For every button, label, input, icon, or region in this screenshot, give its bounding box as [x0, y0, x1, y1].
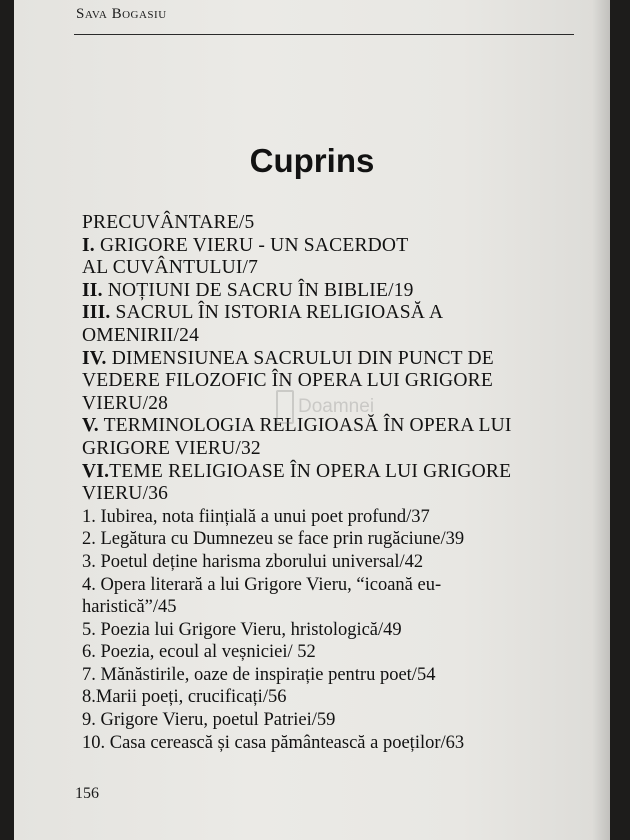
watermark-text: Doamnei [298, 396, 375, 417]
toc-entry-precuvantare [82, 212, 602, 235]
toc-entry-text: TERMINOLOGIA RELIGIOASĂ ÎN OPERA LUI [98, 415, 512, 437]
chapter-number: IV. [82, 347, 107, 369]
toc-subentry-2: 2. Legătura cu Dumnezeu se face prin rugăciune/39 [82, 529, 465, 550]
chapter-number: III. [82, 302, 111, 324]
toc-entry-text: VIERU/28 [82, 392, 169, 414]
toc-entry-text: NOȚIUNI DE SACRU ÎN BIBLIE/19 [102, 279, 414, 301]
toc-subentry-8: 8.Marii poeți, crucificați/56 [82, 687, 287, 708]
toc-entry-text: VIERU/36 [82, 483, 169, 505]
chapter-number: I. [82, 234, 95, 256]
toc-subentry-4: 4. Opera literară a lui Grigore Vieru, “icoană eu- [82, 574, 442, 595]
toc-subentry-3: 3. Poetul deține harisma zborului universal/42 [82, 551, 424, 572]
toc-entry-chapter-2 [82, 280, 602, 303]
toc-entry-text: PRECUVÂNTARE/5 [82, 212, 255, 233]
toc-entry-text: TEME RELIGIOASE ÎN OPERA LUI GRIGORE [109, 460, 512, 482]
toc-subentry-6: 6. Poezia, ecoul al veșniciei/ 52 [82, 642, 316, 663]
toc-entry-text: OMENIRII/24 [82, 324, 200, 346]
toc-subentry-7: 7. Mănăstirile, oaze de inspirație pentru poet/54 [82, 664, 436, 685]
header-rule [74, 34, 574, 35]
toc-entry-chapter-6 [82, 461, 602, 506]
toc-subentry-4-continued: haristică”/45 [82, 597, 177, 618]
toc-entry-text: AL CUVÂNTULUI/7 [82, 257, 259, 279]
toc-entry-text: GRIGORE VIERU/32 [82, 437, 261, 459]
toc-entry-text: GRIGORE VIERU - UN SACERDOT [94, 234, 409, 256]
book-page [14, 0, 610, 840]
toc-entry-text: VEDERE FILOZOFIC ÎN OPERA LUI GRIGORE [82, 370, 493, 392]
watermark-logo-icon [276, 390, 294, 424]
toc-subentry-9: 9. Grigore Vieru, poetul Patriei/59 [82, 710, 336, 731]
table-of-contents [82, 212, 602, 754]
toc-entry-chapter-3 [82, 302, 602, 347]
chapter-number: II. [82, 279, 103, 301]
chapter-number: VI. [82, 460, 110, 482]
page-number: 156 [75, 785, 99, 802]
running-header: Sava Bogasiu [76, 6, 167, 22]
toc-entry-text: SACRUL ÎN ISTORIA RELIGIOASĂ A [110, 302, 444, 324]
watermark [276, 390, 374, 424]
toc-subentry-1: 1. Iubirea, nota ființială a unui poet profund/37 [82, 506, 430, 527]
toc-subentry-5: 5. Poezia lui Grigore Vieru, hristologică/49 [82, 619, 402, 640]
page-title: Cuprins [249, 142, 375, 179]
toc-entry-text: DIMENSIUNEA SACRULUI DIN PUNCT DE [106, 347, 494, 369]
toc-entry-chapter-1 [82, 235, 602, 280]
toc-subentry-10: 10. Casa cerească și casa pământească a poeților/63 [82, 732, 465, 753]
chapter-number: V. [82, 415, 99, 437]
